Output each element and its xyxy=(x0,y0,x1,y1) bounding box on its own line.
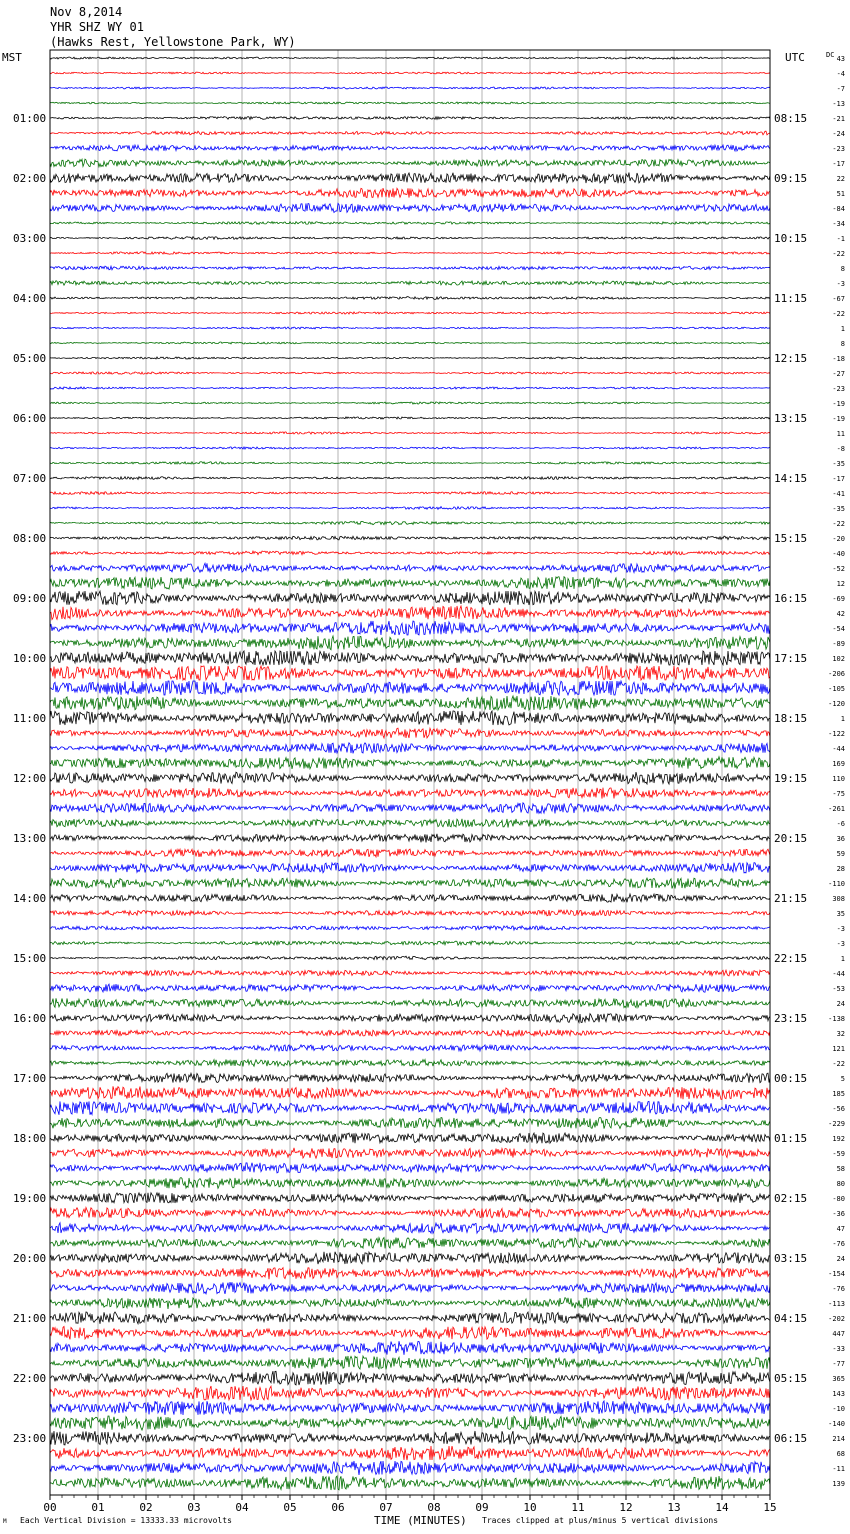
trace-line xyxy=(50,878,770,888)
mst-hour-label: 02:00 xyxy=(13,172,47,185)
trace-line xyxy=(50,606,770,620)
trace-lines xyxy=(50,57,770,1490)
x-tick-label: 14 xyxy=(715,1501,729,1514)
mst-hour-label: 21:00 xyxy=(13,1312,47,1325)
trace-line xyxy=(50,1312,770,1324)
dc-offset-label: 59 xyxy=(836,850,845,858)
dc-offset-label: -69 xyxy=(832,595,845,603)
utc-hour-label: 00:15 xyxy=(774,1072,808,1085)
dc-offset-label: -229 xyxy=(828,1120,845,1128)
dc-offset-label: -33 xyxy=(832,1345,845,1353)
utc-hour-label: 16:15 xyxy=(774,592,808,605)
trace-line xyxy=(50,1238,770,1249)
trace-line xyxy=(50,894,770,902)
trace-line xyxy=(50,926,770,930)
trace-line xyxy=(50,696,770,710)
utc-hour-label: 12:15 xyxy=(774,352,808,365)
x-axis-label: TIME (MINUTES) xyxy=(374,1514,467,1527)
dc-offset-label: -4 xyxy=(836,70,845,78)
dc-offset-label: 43 xyxy=(836,55,845,63)
dc-offset-label: -113 xyxy=(828,1300,845,1308)
utc-hour-label: 21:15 xyxy=(774,892,808,905)
trace-line xyxy=(50,159,770,167)
dc-offset-label: -40 xyxy=(832,550,845,558)
trace-line xyxy=(50,743,770,754)
trace-line xyxy=(50,312,770,314)
dc-offset-label: -22 xyxy=(832,1060,845,1068)
trace-line xyxy=(50,327,770,329)
utc-hour-label: 05:15 xyxy=(774,1372,808,1385)
dc-offset-label: -105 xyxy=(828,685,845,693)
dc-offset-label: -67 xyxy=(832,295,845,303)
trace-line xyxy=(50,1252,770,1264)
dc-offset-label: -36 xyxy=(832,1210,845,1218)
dc-offset-label: -22 xyxy=(832,250,845,258)
dc-offset-label: -59 xyxy=(832,1150,845,1158)
dc-offset-labels xyxy=(828,55,845,1488)
dc-offset-label: 42 xyxy=(836,610,845,618)
dc-offset-label: -3 xyxy=(836,925,845,933)
mst-hour-label: 15:00 xyxy=(13,952,47,965)
dc-offset-label: -27 xyxy=(832,370,845,378)
dc-offset-label: 47 xyxy=(836,1225,845,1233)
trace-line xyxy=(50,102,770,104)
dc-offset-label: -44 xyxy=(832,745,845,753)
utc-hour-label: 09:15 xyxy=(774,172,808,185)
trace-line xyxy=(50,1371,770,1385)
dc-offset-label: -76 xyxy=(832,1240,845,1248)
trace-line xyxy=(50,1101,770,1114)
trace-line xyxy=(50,970,770,976)
dc-offset-label: -80 xyxy=(832,1195,845,1203)
x-tick-label: 05 xyxy=(283,1501,297,1514)
trace-line xyxy=(50,402,770,404)
dc-offset-label: -202 xyxy=(828,1315,845,1323)
dc-offset-label: 35 xyxy=(836,910,845,918)
dc-offset-label: -122 xyxy=(828,730,845,738)
trace-line xyxy=(50,1356,770,1369)
trace-line xyxy=(50,266,770,270)
dc-offset-label: 365 xyxy=(832,1375,845,1383)
trace-line xyxy=(50,342,770,344)
trace-line xyxy=(50,1118,770,1129)
mst-hour-label: 18:00 xyxy=(13,1132,47,1145)
x-tick-label: 06 xyxy=(331,1501,345,1514)
dc-offset-label: -84 xyxy=(832,205,845,213)
trace-line xyxy=(50,1178,770,1189)
trace-line xyxy=(50,803,770,814)
trace-line xyxy=(50,563,770,572)
mst-hour-label: 20:00 xyxy=(13,1252,47,1265)
utc-hour-label: 11:15 xyxy=(774,292,808,305)
dc-offset-label: -8 xyxy=(836,445,845,453)
mst-hour-label: 16:00 xyxy=(13,1012,47,1025)
dc-offset-label: -76 xyxy=(832,1285,845,1293)
dc-offset-label: -34 xyxy=(832,220,845,228)
trace-line xyxy=(50,1431,770,1445)
dc-offset-label: -7 xyxy=(836,85,845,93)
x-tick-label: 13 xyxy=(667,1501,681,1514)
trace-line xyxy=(50,772,770,784)
utc-hour-label: 17:15 xyxy=(774,652,808,665)
dc-offset-label: -6 xyxy=(836,820,845,828)
dc-offset-label: 139 xyxy=(832,1480,845,1488)
dc-offset-label: 24 xyxy=(836,1255,845,1263)
trace-line xyxy=(50,1476,770,1490)
trace-line xyxy=(50,57,770,59)
dc-offset-label: 214 xyxy=(832,1435,845,1443)
utc-hour-label: 03:15 xyxy=(774,1252,808,1265)
dc-offset-label: 68 xyxy=(836,1450,845,1458)
dc-offset-label: 102 xyxy=(832,655,845,663)
dc-offset-label: -19 xyxy=(832,415,845,423)
trace-line xyxy=(50,222,770,225)
trace-line xyxy=(50,666,770,680)
utc-hour-label: 22:15 xyxy=(774,952,808,965)
trace-line xyxy=(50,432,770,434)
dc-offset-label: -89 xyxy=(832,640,845,648)
trace-line xyxy=(50,1148,770,1158)
trace-line xyxy=(50,492,770,495)
dc-offset-label: -154 xyxy=(828,1270,845,1278)
mst-hour-label: 05:00 xyxy=(13,352,47,365)
dc-offset-label: 32 xyxy=(836,1030,845,1038)
trace-line xyxy=(50,941,770,945)
dc-offset-label: -13 xyxy=(832,100,845,108)
trace-line xyxy=(50,551,770,555)
plot-frame xyxy=(50,50,770,1495)
trace-line xyxy=(50,1045,770,1051)
trace-line xyxy=(50,910,770,916)
dc-offset-label: 192 xyxy=(832,1135,845,1143)
x-tick-label: 03 xyxy=(187,1501,201,1514)
trace-line xyxy=(50,1223,770,1233)
dc-offset-label: -52 xyxy=(832,565,845,573)
dc-offset-label: -41 xyxy=(832,490,845,498)
trace-line xyxy=(50,834,770,843)
dc-offset-label: -22 xyxy=(832,310,845,318)
right-timezone-label: UTC xyxy=(785,51,805,64)
utc-hour-label: 13:15 xyxy=(774,412,808,425)
x-axis-ticks xyxy=(43,1495,776,1514)
mst-hour-label: 07:00 xyxy=(13,472,47,485)
dc-label: DC xyxy=(826,51,835,59)
trace-line xyxy=(50,863,770,873)
dc-offset-label: 8 xyxy=(840,340,845,348)
trace-line xyxy=(50,188,770,198)
trace-line xyxy=(50,1326,770,1339)
trace-line xyxy=(50,252,770,254)
trace-line xyxy=(50,1298,770,1309)
trace-line xyxy=(50,536,770,540)
trace-line xyxy=(50,237,770,240)
dc-offset-label: -1 xyxy=(836,235,845,243)
mst-hour-label: 19:00 xyxy=(13,1192,47,1205)
dc-offset-label: -10 xyxy=(832,1405,845,1413)
trace-line xyxy=(50,788,770,799)
trace-line xyxy=(50,728,770,738)
trace-line xyxy=(50,477,770,480)
trace-line xyxy=(50,956,770,960)
trace-line xyxy=(50,131,770,135)
trace-line xyxy=(50,1073,770,1083)
trace-line xyxy=(50,1163,770,1173)
trace-line xyxy=(50,297,770,300)
header-station: YHR SHZ WY 01 xyxy=(50,20,144,34)
trace-line xyxy=(50,651,770,665)
mst-hour-label: 22:00 xyxy=(13,1372,47,1385)
dc-offset-label: -24 xyxy=(832,130,845,138)
mst-hour-labels xyxy=(13,112,46,1445)
trace-line xyxy=(50,1282,770,1294)
trace-line xyxy=(50,1416,770,1430)
dc-offset-label: 28 xyxy=(836,865,845,873)
dc-offset-label: 185 xyxy=(832,1090,845,1098)
mst-hour-label: 10:00 xyxy=(13,652,47,665)
trace-line xyxy=(50,173,770,184)
trace-line xyxy=(50,819,770,828)
dc-offset-label: 1 xyxy=(840,715,845,723)
dc-offset-label: 110 xyxy=(832,775,845,783)
trace-line xyxy=(50,87,770,89)
trace-line xyxy=(50,998,770,1007)
x-tick-label: 15 xyxy=(763,1501,777,1514)
trace-line xyxy=(50,507,770,510)
dc-offset-label: 51 xyxy=(836,190,845,198)
utc-hour-label: 08:15 xyxy=(774,112,808,125)
dc-offset-label: -18 xyxy=(832,355,845,363)
utc-hour-label: 14:15 xyxy=(774,472,808,485)
trace-line xyxy=(50,357,770,359)
trace-line xyxy=(50,711,770,725)
trace-line xyxy=(50,1208,770,1218)
trace-line xyxy=(50,984,770,992)
mst-hour-label: 04:00 xyxy=(13,292,47,305)
trace-line xyxy=(50,72,770,74)
dc-offset-label: -54 xyxy=(832,625,845,633)
trace-line xyxy=(50,849,770,857)
trace-line xyxy=(50,1086,770,1099)
corner-mark: M xyxy=(3,1518,7,1525)
trace-line xyxy=(50,1401,770,1415)
trace-line xyxy=(50,447,770,449)
dc-offset-label: -120 xyxy=(828,700,845,708)
dc-offset-label: -3 xyxy=(836,280,845,288)
dc-offset-label: 1 xyxy=(840,325,845,333)
mst-hour-label: 12:00 xyxy=(13,772,47,785)
dc-offset-label: -77 xyxy=(832,1360,845,1368)
trace-line xyxy=(50,681,770,695)
dc-offset-label: -138 xyxy=(828,1015,845,1023)
dc-offset-label: 24 xyxy=(836,1000,845,1008)
utc-hour-label: 18:15 xyxy=(774,712,808,725)
dc-offset-label: -261 xyxy=(828,805,845,813)
trace-line xyxy=(50,591,770,605)
x-tick-label: 08 xyxy=(427,1501,441,1514)
mst-hour-label: 13:00 xyxy=(13,832,47,845)
dc-offset-label: -35 xyxy=(832,460,845,468)
dc-offset-label: 36 xyxy=(836,835,845,843)
trace-line xyxy=(50,1133,770,1143)
dc-offset-label: -3 xyxy=(836,940,845,948)
dc-offset-label: -23 xyxy=(832,385,845,393)
x-tick-label: 10 xyxy=(523,1501,537,1514)
dc-offset-label: -75 xyxy=(832,790,845,798)
dc-offset-label: -21 xyxy=(832,115,845,123)
footer-clip-note: Traces clipped at plus/minus 5 vertical divisions xyxy=(482,1516,719,1525)
dc-offset-label: 12 xyxy=(836,580,845,588)
utc-hour-label: 19:15 xyxy=(774,772,808,785)
x-tick-label: 02 xyxy=(139,1501,153,1514)
utc-hour-label: 15:15 xyxy=(774,532,808,545)
trace-line xyxy=(50,1060,770,1067)
mst-hour-label: 17:00 xyxy=(13,1072,47,1085)
dc-offset-label: 22 xyxy=(836,175,845,183)
trace-line xyxy=(50,577,770,589)
header-date: Nov 8,2014 xyxy=(50,5,123,19)
x-tick-label: 12 xyxy=(619,1501,633,1514)
dc-offset-label: 143 xyxy=(832,1390,845,1398)
dc-offset-label: -22 xyxy=(832,520,845,528)
trace-line xyxy=(50,1461,770,1475)
trace-line xyxy=(50,636,770,650)
dc-offset-label: -53 xyxy=(832,985,845,993)
trace-line xyxy=(50,1030,770,1036)
x-tick-label: 11 xyxy=(571,1501,585,1514)
dc-offset-label: -17 xyxy=(832,475,845,483)
dc-offset-label: 308 xyxy=(832,895,845,903)
x-tick-label: 09 xyxy=(475,1501,489,1514)
utc-hour-label: 10:15 xyxy=(774,232,808,245)
dc-offset-label: 447 xyxy=(832,1330,845,1338)
x-tick-label: 00 xyxy=(43,1501,57,1514)
mst-hour-label: 23:00 xyxy=(13,1432,47,1445)
dc-offset-label: -206 xyxy=(828,670,845,678)
header-location: (Hawks Rest, Yellowstone Park, WY) xyxy=(50,35,296,49)
trace-line xyxy=(50,281,770,286)
left-timezone-label: MST xyxy=(2,51,22,64)
trace-line xyxy=(50,145,770,151)
trace-line xyxy=(50,462,770,464)
mst-hour-label: 11:00 xyxy=(13,712,47,725)
trace-line xyxy=(50,1446,770,1460)
trace-line xyxy=(50,1193,770,1203)
utc-hour-label: 02:15 xyxy=(774,1192,808,1205)
utc-hour-label: 23:15 xyxy=(774,1012,808,1025)
dc-offset-label: -11 xyxy=(832,1465,845,1473)
dc-offset-label: -20 xyxy=(832,535,845,543)
utc-hour-label: 01:15 xyxy=(774,1132,808,1145)
dc-offset-label: 121 xyxy=(832,1045,845,1053)
trace-line xyxy=(50,1341,770,1355)
mst-hour-label: 06:00 xyxy=(13,412,47,425)
trace-line xyxy=(50,387,770,389)
trace-line xyxy=(50,203,770,212)
dc-offset-label: 1 xyxy=(840,955,845,963)
x-tick-label: 07 xyxy=(379,1501,393,1514)
utc-hour-label: 20:15 xyxy=(774,832,808,845)
trace-line xyxy=(50,1268,770,1280)
footer-scale-note: Each Vertical Division = 13333.33 microvolts xyxy=(20,1516,232,1525)
dc-offset-label: -56 xyxy=(832,1105,845,1113)
trace-line xyxy=(50,117,770,120)
utc-hour-labels xyxy=(774,112,807,1445)
trace-line xyxy=(50,621,770,635)
dc-offset-label: -35 xyxy=(832,505,845,513)
trace-line xyxy=(50,1014,770,1023)
dc-offset-label: -110 xyxy=(828,880,845,888)
utc-hour-label: 06:15 xyxy=(774,1432,808,1445)
dc-offset-label: 169 xyxy=(832,760,845,768)
trace-line xyxy=(50,521,770,524)
dc-offset-label: -19 xyxy=(832,400,845,408)
dc-offset-label: -23 xyxy=(832,145,845,153)
mst-hour-label: 03:00 xyxy=(13,232,47,245)
dc-offset-label: 80 xyxy=(836,1180,845,1188)
mst-hour-label: 08:00 xyxy=(13,532,47,545)
trace-line xyxy=(50,757,770,769)
trace-line xyxy=(50,372,770,374)
mst-hour-label: 01:00 xyxy=(13,112,47,125)
mst-hour-label: 14:00 xyxy=(13,892,47,905)
dc-offset-label: -140 xyxy=(828,1420,845,1428)
x-tick-label: 04 xyxy=(235,1501,249,1514)
trace-line xyxy=(50,1386,770,1400)
dc-offset-label: 58 xyxy=(836,1165,845,1173)
dc-offset-label: 5 xyxy=(840,1075,845,1083)
x-tick-label: 01 xyxy=(91,1501,105,1514)
dc-offset-label: 11 xyxy=(836,430,845,438)
dc-offset-label: 8 xyxy=(840,265,845,273)
dc-offset-label: -17 xyxy=(832,160,845,168)
mst-hour-label: 09:00 xyxy=(13,592,47,605)
dc-offset-label: -44 xyxy=(832,970,845,978)
utc-hour-label: 04:15 xyxy=(774,1312,808,1325)
trace-line xyxy=(50,417,770,419)
